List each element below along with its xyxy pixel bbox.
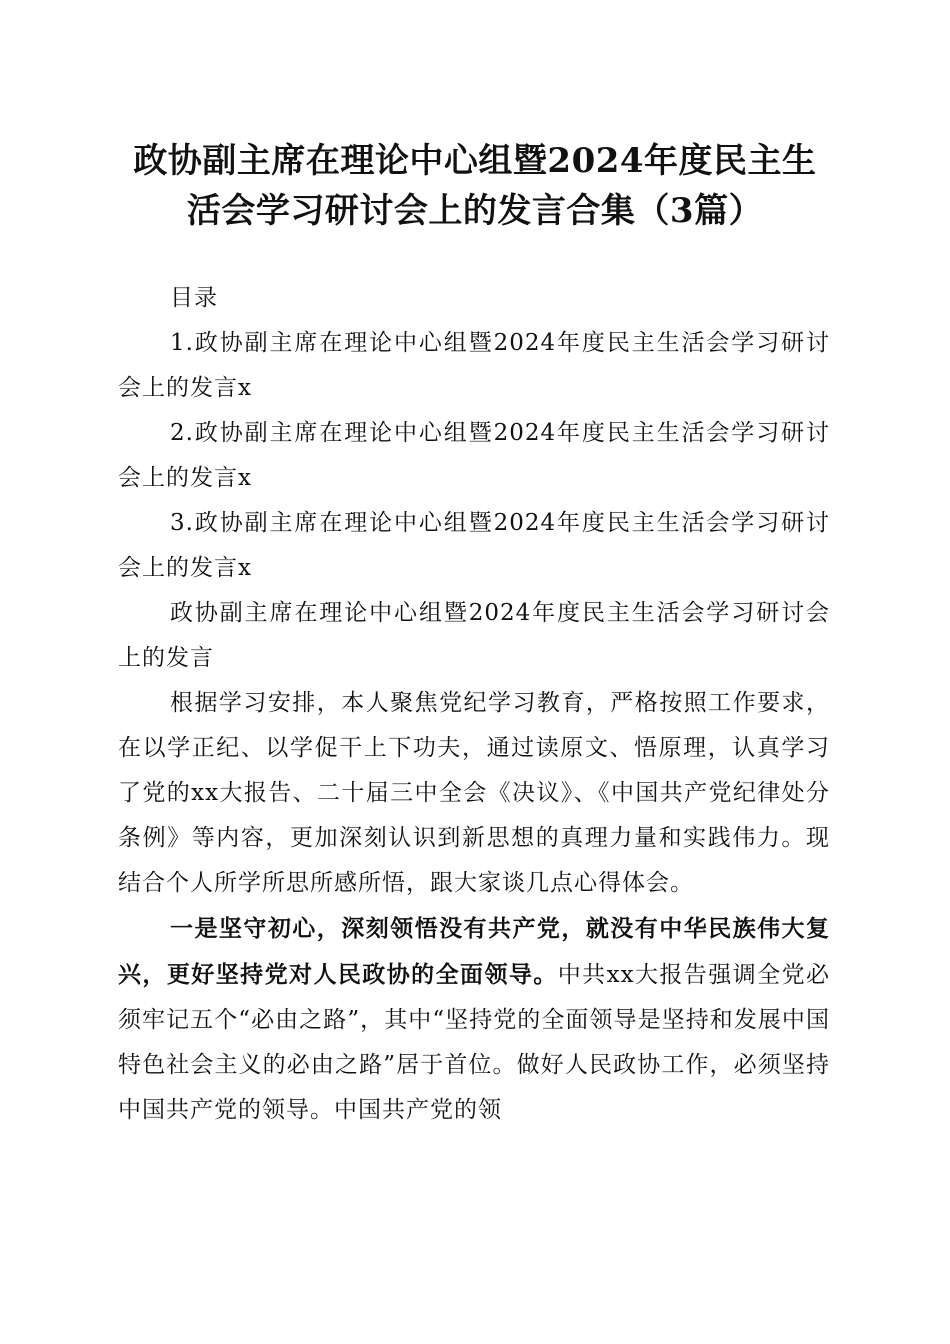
- section-heading: 政协副主席在理论中心组暨2024年度民主生活会学习研讨会上的发言: [118, 600, 830, 671]
- title-line-2: 活会学习研讨会上的发言合集（3篇）: [186, 191, 764, 231]
- toc-label: 目录: [170, 285, 218, 311]
- toc-item-1: 1.政协副主席在理论中心组暨2024年度民主生活会学习研讨会上的发言x: [118, 330, 830, 401]
- toc-item-2: 2.政协副主席在理论中心组暨2024年度民主生活会学习研讨会上的发言x: [118, 420, 830, 491]
- paragraph-2-text: 中共xx大报告强调全党必须牢记五个“必由之路”，其中“坚持党的全面领导是坚持和发展中国特色社会主义的必由之路”居于首位。做好人民政协工作，必须坚持中国共产党的领导。中国共产党的领: [118, 962, 830, 1123]
- paragraph-2-bold-lead: 一是坚守初心，深刻领悟没有共产党，就没有中华民族伟大复兴，更好坚持党对人民政协的全面领导。: [118, 915, 830, 988]
- title-line-1: 政协副主席在理论中心组暨2024年度民主生: [133, 141, 817, 181]
- document-title: [118, 136, 832, 236]
- document-body: [118, 276, 830, 1133]
- paragraph-2: [118, 906, 830, 1133]
- toc-item-3: 3.政协副主席在理论中心组暨2024年度民主生活会学习研讨会上的发言x: [118, 510, 830, 581]
- paragraph-1: 根据学习安排，本人聚焦党纪学习教育，严格按照工作要求，在以学正纪、以学促干上下功夫，通过读原文、悟原理，认真学习了党的xx大报告、二十届三中全会《决议》、《中国共产党纪律处分条例》等内容，更加深刻认识到新思想的真理力量和实践伟力。现结合个人所学所思所感所悟，跟大家谈几点心得体会。: [118, 690, 830, 896]
